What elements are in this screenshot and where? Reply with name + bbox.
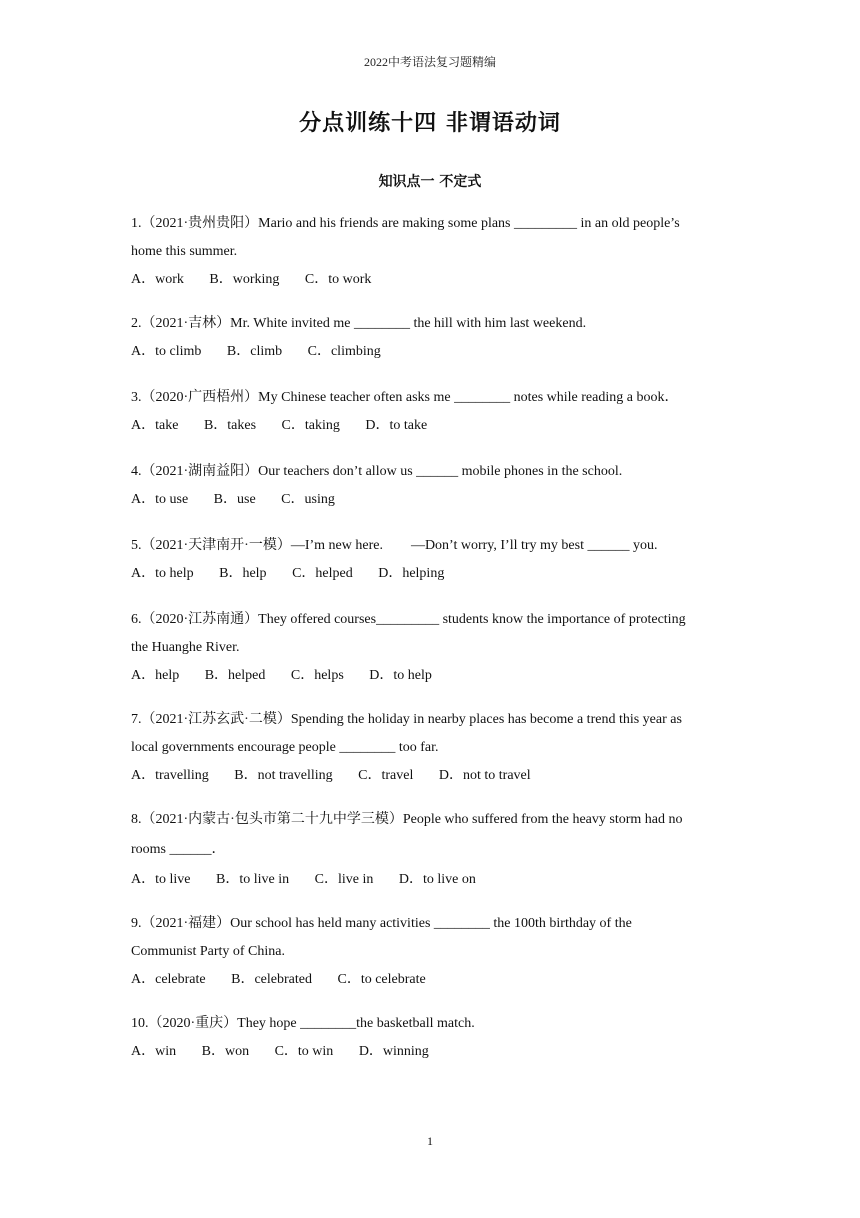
question-stem-line: 8.（2021·内蒙古·包头市第二十九中学三模）People who suffered from the heavy storm had no: [131, 812, 683, 827]
option-c: C．using: [281, 492, 335, 507]
option-b: B．climb: [226, 344, 283, 359]
option-b: B．working: [209, 272, 280, 287]
option-b: B．helped: [204, 668, 266, 683]
answer-options: [131, 1038, 731, 1066]
option-a: A．to use: [131, 492, 189, 507]
option-c: C．helps: [290, 668, 344, 683]
option-a: A．to climb: [131, 344, 202, 359]
question-5: [131, 532, 731, 588]
question-2: [131, 310, 731, 366]
question-stem-line: local governments encourage people ________ too far.: [131, 740, 439, 755]
option-c: C．travel: [358, 768, 414, 783]
option-a: A．take: [131, 418, 179, 433]
question-6: [131, 606, 731, 690]
option-c: C．to celebrate: [337, 972, 426, 987]
answer-options: [131, 966, 731, 994]
option-d: D．to help: [369, 668, 432, 683]
option-a: A．celebrate: [131, 972, 206, 987]
option-d: D．helping: [378, 566, 445, 581]
option-b: B．celebrated: [231, 972, 312, 987]
question-7: [131, 706, 731, 790]
answer-options: [131, 338, 731, 366]
option-a: A．work: [131, 272, 184, 287]
question-stem-line: 7.（2021·江苏玄武·二模）Spending the holiday in nearby places has become a trend this year as: [131, 712, 682, 727]
section-subtitle: 知识点一 不定式: [378, 174, 482, 190]
option-d: D．winning: [358, 1044, 429, 1059]
question-stem-line: 2.（2021·吉林）Mr. White invited me ________ the hill with him last weekend.: [131, 316, 587, 331]
question-1: [131, 210, 731, 294]
answer-options: [131, 486, 731, 514]
option-b: B．takes: [203, 418, 257, 433]
option-d: D．to live on: [398, 872, 476, 887]
page-header: 2022中考语法复习题精编: [363, 55, 496, 69]
question-stem-line: home this summer.: [131, 244, 238, 259]
question-stem-line: 9.（2021·福建）Our school has held many activities ________ the 100th birthday of the: [131, 916, 632, 931]
answer-options: [131, 866, 731, 894]
option-a: A．to live: [131, 872, 191, 887]
option-b: B．won: [201, 1044, 250, 1059]
option-d: D．to take: [365, 418, 428, 433]
answer-options: [131, 266, 731, 294]
answer-options: [131, 762, 731, 790]
option-c: C．to win: [274, 1044, 334, 1059]
option-a: A．help: [131, 668, 180, 683]
option-b: B．not travelling: [234, 768, 333, 783]
answer-options: [131, 662, 731, 690]
page-number: 1: [427, 1134, 433, 1148]
question-stem-line: 4.（2021·湖南益阳）Our teachers don’t allow us ______ mobile phones in the school.: [131, 464, 623, 479]
option-b: B．use: [213, 492, 256, 507]
option-a: A．to help: [131, 566, 194, 581]
question-stem-line: 1.（2021·贵州贵阳）Mario and his friends are making some plans _________ in an old people’s: [131, 216, 680, 231]
option-d: D．not to travel: [438, 768, 531, 783]
option-c: C．climbing: [307, 344, 381, 359]
question-9: [131, 910, 731, 994]
question-stem-line: Communist Party of China.: [131, 944, 285, 959]
question-8: [131, 806, 731, 894]
option-c: C．to work: [304, 272, 372, 287]
page-title: 分点训练十四 非谓语动词: [299, 111, 561, 136]
question-stem-line: 6.（2020·江苏南通）They offered courses_________ students know the importance of protecting: [131, 612, 686, 627]
answer-options: [131, 560, 731, 588]
option-b: B．to live in: [216, 872, 290, 887]
question-10: [131, 1010, 731, 1066]
question-3: [131, 384, 731, 440]
option-c: C．live in: [314, 872, 374, 887]
question-stem-line: 5.（2021·天津南开·一模）—I’m new here. —Don’t worry, I’ll try my best ______ you.: [131, 538, 658, 553]
answer-options: [131, 412, 731, 440]
question-stem-line: 10.（2020·重庆）They hope ________the basketball match.: [131, 1016, 475, 1031]
option-a: A．travelling: [131, 768, 209, 783]
question-stem-line: rooms ______．: [131, 842, 226, 857]
question-4: [131, 458, 731, 514]
option-c: C．helped: [292, 566, 353, 581]
question-stem-line: 3.（2020·广西梧州）My Chinese teacher often asks me ________ notes while reading a book．: [131, 390, 679, 405]
option-a: A．win: [131, 1044, 177, 1059]
option-c: C．taking: [281, 418, 340, 433]
option-b: B．help: [219, 566, 267, 581]
question-stem-line: the Huanghe River.: [131, 640, 240, 655]
